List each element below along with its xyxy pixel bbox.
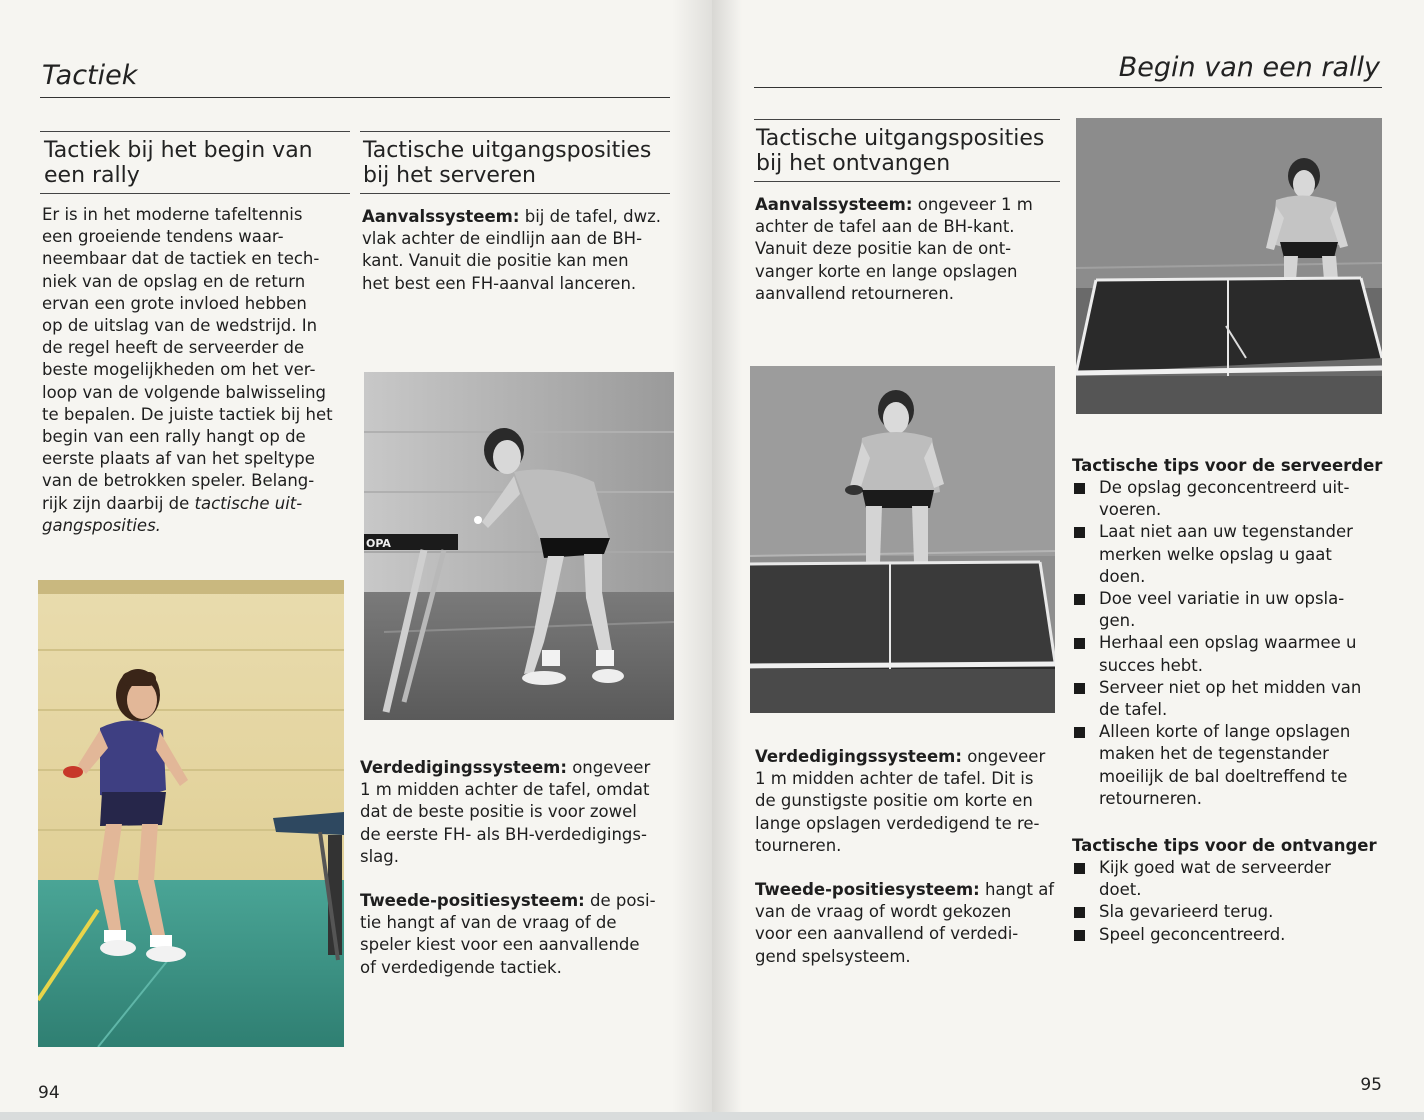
text-run: bij de tafel, dwz. [519, 207, 661, 226]
right-page [712, 0, 1424, 1112]
text-line [42, 515, 352, 537]
photo-player-serving-svg [364, 372, 674, 720]
intro-paragraph [42, 204, 352, 537]
text-line: te bepalen. De juiste tactiek bij het [42, 404, 333, 424]
photo-player-ready [1076, 118, 1382, 414]
square-bullet-icon [1074, 638, 1085, 649]
server-tips-box [1072, 455, 1388, 810]
text-line [362, 206, 672, 228]
text-line: slag. [360, 846, 400, 866]
tip-line: Sla gevarieerd terug. [1099, 902, 1274, 922]
page-number-right: 95 [1360, 1075, 1382, 1095]
photo-player-color [38, 580, 344, 1047]
text-line: lange opslagen verdedigend te re- [755, 813, 1040, 833]
text-line: vanger korte en lange opslagen [755, 261, 1018, 281]
tip-item [1072, 721, 1388, 810]
text-run: ongeveer 1 m [912, 195, 1033, 214]
text-line: een groeiende tendens waar- [42, 227, 284, 247]
term-label: Aanvalssysteem: [755, 195, 913, 214]
heading-rule-top [40, 131, 350, 132]
tip-item [1072, 677, 1388, 721]
serve-second-position-paragraph [360, 890, 674, 979]
running-head-rule [754, 87, 1382, 88]
text-line: Er is in het moderne tafeltennis [42, 205, 303, 224]
square-bullet-icon [1074, 527, 1085, 538]
term-label: Aanvalssysteem: [362, 207, 520, 226]
text-line [755, 746, 1065, 768]
section-heading-begin-rally [44, 138, 354, 188]
photo-player-serving [364, 372, 674, 720]
tip-line: Herhaal een opslag waarmee u [1099, 633, 1357, 653]
heading-rule-bottom [754, 181, 1060, 182]
tip-line: doet. [1099, 880, 1142, 900]
text-line: of verdedigende tactiek. [360, 957, 562, 977]
text-line: Vanuit deze positie kan de ont- [755, 239, 1012, 259]
tip-line: Alleen korte of lange opslagen [1099, 722, 1351, 742]
heading-rule-bottom [360, 193, 670, 194]
photo-player-ready-svg [1076, 118, 1382, 414]
gutter-shadow [712, 0, 742, 1112]
heading-rule-top [754, 119, 1060, 120]
heading-line: bij het serveren [363, 163, 536, 188]
left-page [0, 0, 712, 1112]
tip-line: Doe veel variatie in uw opsla- [1099, 589, 1345, 609]
serve-attack-paragraph [362, 206, 672, 295]
tip-line: Serveer niet op het midden van [1099, 677, 1362, 697]
square-bullet-icon [1074, 907, 1085, 918]
text-run: ongeveer [566, 758, 651, 777]
italic-term: gangsposities. [42, 515, 161, 535]
text-line: kant. Vanuit die positie kan men [362, 251, 629, 271]
tip-line: maken het de tegenstander [1099, 744, 1329, 764]
running-head-right: Begin van een rally [1118, 52, 1380, 83]
text-run: hangt af [979, 880, 1055, 899]
heading-rule-bottom [40, 193, 350, 194]
tip-item [1072, 857, 1388, 901]
text-line: de regel heeft de serveerder de [42, 338, 305, 358]
heading-line: een rally [44, 163, 140, 188]
text-line: beste mogelijkheden om het ver- [42, 360, 316, 380]
text-line: van de vraag of wordt gekozen [755, 902, 1012, 922]
tip-line: Speel geconcentreerd. [1099, 924, 1286, 944]
serve-defense-paragraph [360, 757, 674, 868]
receiver-tips-title: Tactische tips voor de ontvanger [1072, 836, 1377, 855]
tip-item [1072, 521, 1388, 588]
table-brand-text: OPA [366, 537, 391, 550]
heading-line: Tactiek bij het begin van [44, 138, 313, 163]
text-run: de posi- [584, 891, 656, 910]
section-heading-receiving [756, 126, 1066, 176]
heading-rule-top [360, 131, 670, 132]
text-line [360, 757, 674, 779]
term-label: Verdedigingssysteem: [755, 747, 962, 766]
text-line: 1 m midden achter de tafel, omdat [360, 780, 650, 800]
text-line: speler kiest voor een aanvallende [360, 935, 640, 955]
photo-player-color-svg [38, 580, 344, 1047]
text-line: ervan een grote invloed hebben [42, 293, 307, 313]
tip-line: gen. [1099, 611, 1136, 631]
text-run: rijk zijn daarbij de [42, 493, 195, 513]
tip-line: voeren. [1099, 500, 1162, 520]
heading-line: bij het ontvangen [756, 151, 951, 176]
tip-line: Laat niet aan uw tegenstander [1099, 522, 1353, 542]
tip-item [1072, 901, 1388, 923]
text-line: achter de tafel aan de BH-kant. [755, 217, 1015, 237]
text-line: eerste plaats af van het speltype [42, 449, 315, 469]
receiver-tips-list [1072, 857, 1388, 946]
square-bullet-icon [1074, 483, 1085, 494]
section-heading-serving [363, 138, 673, 188]
text-line: dat de beste positie is voor zowel [360, 802, 637, 822]
heading-line: Tactische uitgangsposities [756, 126, 1045, 151]
server-tips-list [1072, 477, 1388, 810]
running-head-left: Tactiek [42, 60, 138, 91]
text-line: van de betrokken speler. Belang- [42, 471, 315, 491]
tip-line: merken welke opslag u gaat [1099, 544, 1332, 564]
photo-player-receiving [750, 366, 1055, 713]
text-line: tie hangt af van de vraag of de [360, 913, 617, 933]
tip-item [1072, 477, 1388, 521]
text-line: de gunstigste positie om korte en [755, 791, 1033, 811]
term-label: Tweede-positiesysteem: [360, 891, 585, 910]
text-line: gend spelsysteem. [755, 946, 911, 966]
text-line: 1 m midden achter de tafel. Dit is [755, 769, 1034, 789]
text-line: neembaar dat de tactiek en tech- [42, 249, 320, 269]
text-line: vlak achter de eindlijn aan de BH- [362, 229, 643, 249]
square-bullet-icon [1074, 930, 1085, 941]
text-line [42, 493, 352, 515]
square-bullet-icon [1074, 727, 1085, 738]
tip-item [1072, 588, 1388, 632]
heading-line: Tactische uitgangsposities [363, 138, 652, 163]
gutter-shadow [672, 0, 712, 1112]
page-number-left: 94 [38, 1083, 60, 1103]
term-label: Verdedigingssysteem: [360, 758, 567, 777]
text-line: niek van de opslag en de return [42, 271, 306, 291]
server-tips-title: Tactische tips voor de serveerder [1072, 456, 1383, 475]
photo-player-receiving-svg [750, 366, 1055, 713]
tip-line: De opslag geconcentreerd uit- [1099, 478, 1350, 497]
tip-item [1072, 632, 1388, 676]
tip-line: retourneren. [1099, 788, 1202, 808]
text-line [755, 879, 1065, 901]
text-line: loop van de volgende balwisseling [42, 382, 327, 402]
term-label: Tweede-positiesysteem: [755, 880, 980, 899]
text-line [755, 194, 1065, 216]
receive-defense-paragraph [755, 746, 1065, 857]
square-bullet-icon [1074, 683, 1085, 694]
tip-item [1072, 924, 1388, 946]
italic-term: tactische uit- [194, 493, 303, 513]
text-line [360, 890, 674, 912]
receiver-tips-box [1072, 835, 1388, 946]
receive-attack-paragraph [755, 194, 1065, 305]
tip-line: de tafel. [1099, 700, 1168, 720]
square-bullet-icon [1074, 594, 1085, 605]
tip-line: doen. [1099, 566, 1146, 586]
running-head-rule [40, 97, 670, 98]
text-line: de eerste FH- als BH-verdedigings- [360, 824, 647, 844]
tip-line: moeilijk de bal doeltreffend te [1099, 766, 1348, 786]
tip-line: succes hebt. [1099, 655, 1203, 675]
text-run: ongeveer [961, 747, 1046, 766]
square-bullet-icon [1074, 863, 1085, 874]
text-line: tourneren. [755, 835, 842, 855]
text-line: aanvallend retourneren. [755, 283, 955, 303]
receive-second-position-paragraph [755, 879, 1065, 968]
text-line: begin van een rally hangt op de [42, 427, 306, 447]
text-line: op de uitslag van de wedstrijd. In [42, 316, 318, 336]
text-line: het best een FH-aanval lanceren. [362, 273, 637, 293]
text-line: voor een aanvallend of verdedi- [755, 924, 1019, 944]
tip-line: Kijk goed wat de serveerder [1099, 858, 1331, 877]
